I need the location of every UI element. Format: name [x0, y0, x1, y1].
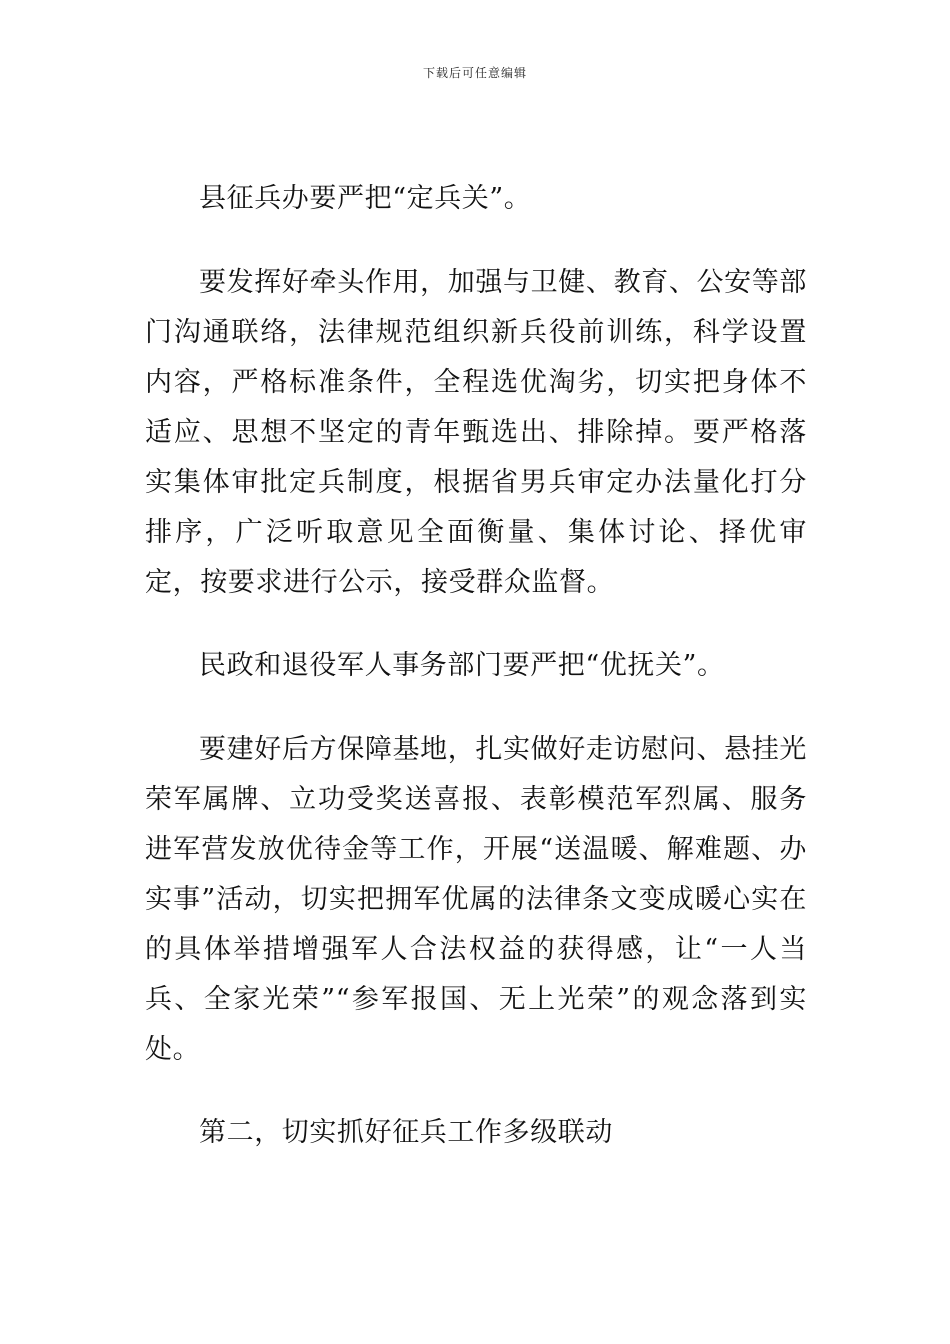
- document-body: [145, 174, 807, 1192]
- paragraph-conscription-office-body: 要发挥好牵头作用，加强与卫健、教育、公安等部门沟通联络，法律规范组织新兵役前训练，科学设置内容，严格标准条件，全程选优淘劣，切实把身体不适应、思想不坚定的青年甄选出、排除掉。要严格落实集体审批定兵制度，根据省男兵审定办法量化打分排序，广泛听取意见全面衡量、集体讨论、择优审定，按要求进行公示，接受群众监督。: [145, 267, 807, 598]
- paragraph-section-two-heading: 第二，切实抓好征兵工作多级联动: [199, 1117, 613, 1148]
- paragraph-heading-conscription-office: 县征兵办要严把“定兵关”。: [199, 183, 532, 214]
- paragraph-civil-affairs-body: 要建好后方保障基地，扎实做好走访慰问、悬挂光荣军属牌、立功受奖送喜报、表彰模范军烈属、服务进军营发放优待金等工作，开展“送温暖、解难题、办实事”活动，切实把拥军优属的法律条文变成暖心实在的具体举措增强军人合法权益的获得感，让“一人当兵、全家光荣”“参军报国、无上光荣”的观念落到实处。: [145, 734, 807, 1065]
- page-header-note: 下载后可任意编辑: [422, 66, 527, 80]
- paragraph-heading-civil-affairs: 民政和退役军人事务部门要严把“优抚关”。: [199, 650, 725, 681]
